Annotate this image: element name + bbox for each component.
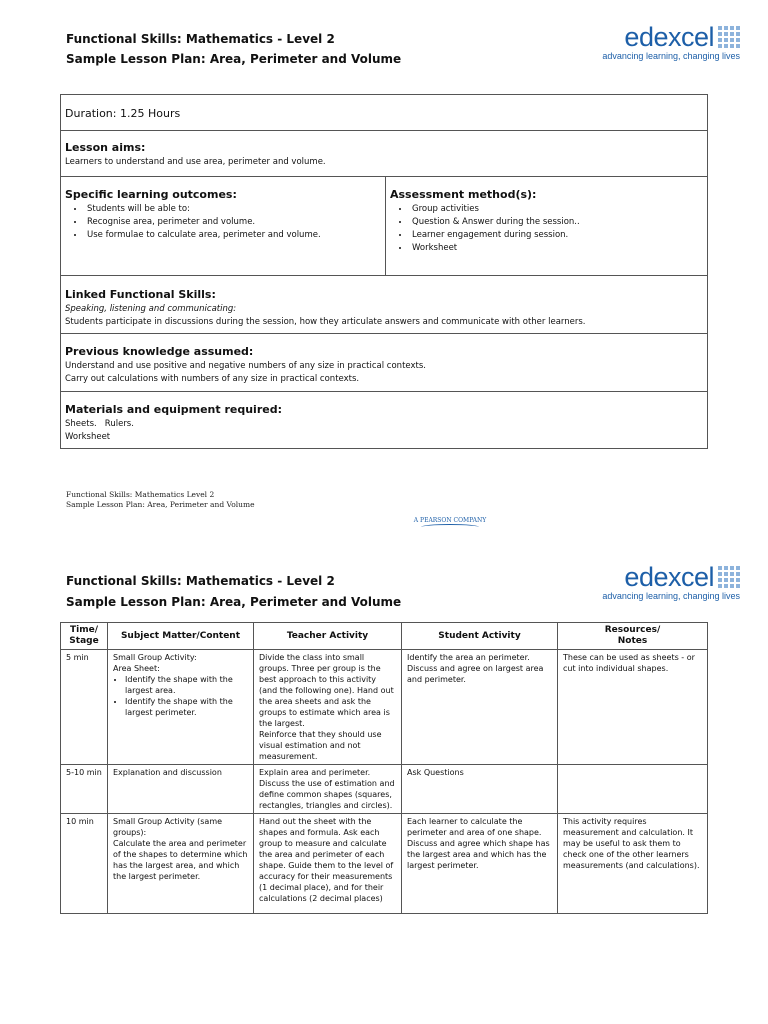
row-time: 10 min bbox=[61, 814, 108, 914]
assessment-item: • Question & Answer during the session.. bbox=[410, 216, 703, 229]
row-teacher: Explain area and perimeter. Discuss the use of estimation and define common shapes (squares, rectangles, triangles and circles). bbox=[254, 765, 402, 814]
previous-knowledge-line-2: Carry out calculations with numbers of any size in practical contexts. bbox=[65, 374, 360, 384]
duration: Duration: 1.25 Hours bbox=[65, 107, 181, 120]
header-time-line-2: Stage bbox=[69, 636, 99, 646]
linked-skills-label: Linked Functional Skills: bbox=[65, 288, 216, 301]
row-teacher: Hand out the sheet with the shapes and formula. Ask each group to measure and calculate the area and perimeter of each shape. Guide them to the level of accuracy for their measurements (1 decimal place), and for their calculations (2 decimal places) bbox=[254, 814, 402, 914]
materials-line-2: Worksheet bbox=[65, 432, 111, 442]
table-row bbox=[61, 814, 708, 914]
row-teacher bbox=[254, 650, 402, 765]
outcomes-assessment-row bbox=[61, 177, 707, 276]
table-row bbox=[61, 765, 708, 814]
lesson-activity-table bbox=[60, 622, 708, 914]
header-teacher: Teacher Activity bbox=[254, 623, 402, 650]
edexcel-logo bbox=[560, 564, 740, 602]
logo-tagline: advancing learning, changing lives bbox=[602, 51, 740, 61]
materials-label: Materials and equipment required: bbox=[65, 403, 282, 416]
row-subject-bullet: • Identify the shape with the largest area. bbox=[125, 674, 248, 696]
materials-line-1: Sheets. Rulers. bbox=[65, 419, 134, 429]
pearson-text: A PEARSON COMPANY bbox=[413, 517, 487, 524]
row-subject-line-1: Small Group Activity: bbox=[113, 653, 197, 662]
pearson-mark bbox=[410, 517, 490, 530]
row-subject-line-2: Calculate the area and perimeter of the shapes to determine which has the largest area, and which the largest perimeter. bbox=[113, 839, 248, 881]
logo-tagline: advancing learning, changing lives bbox=[602, 591, 740, 601]
outcomes-label: Specific learning outcomes: bbox=[65, 188, 237, 201]
footer-line-2: Sample Lesson Plan: Area, Perimeter and Volume bbox=[66, 500, 255, 509]
linked-skills-italic bbox=[65, 303, 703, 316]
table-header-row bbox=[61, 623, 708, 650]
header-resources-line-2: Notes bbox=[617, 636, 648, 646]
logo-word: edexcel bbox=[624, 562, 714, 592]
materials-row bbox=[61, 392, 707, 448]
outcome-item: • Recognise area, perimeter and volume. bbox=[85, 216, 381, 229]
logo-word: edexcel bbox=[624, 22, 714, 52]
row-subject: Explanation and discussion bbox=[108, 765, 254, 814]
page-1-footer bbox=[66, 490, 255, 510]
aims-row bbox=[61, 131, 707, 177]
row-subject-line-1: Small Group Activity (same groups): bbox=[113, 817, 223, 837]
row-subject-bullet: • Identify the shape with the largest perimeter. bbox=[125, 696, 248, 718]
outcome-item: • Students will be able to: bbox=[85, 203, 381, 216]
row-teacher-para-1: Divide the class into small groups. Three per group is the best approach to this activity (and the following one). Hand out the area sheets and ask the groups to estimate which area is the largest. bbox=[259, 653, 394, 728]
footer-line-1: Functional Skills: Mathematics Level 2 bbox=[66, 490, 215, 499]
assessment-item: • Learner engagement during session. bbox=[410, 229, 703, 242]
row-teacher-para-2: Reinforce that they should use visual estimation and not measurement. bbox=[259, 730, 382, 761]
table-row bbox=[61, 650, 708, 765]
row-resources bbox=[558, 765, 708, 814]
previous-knowledge-label: Previous knowledge assumed: bbox=[65, 345, 254, 358]
page-2-title-line-2: Sample Lesson Plan: Area, Perimeter and Volume bbox=[66, 595, 402, 609]
linked-skills-italic-text: Speaking, listening and communicating: bbox=[65, 304, 237, 314]
logo-dots-icon bbox=[718, 26, 740, 48]
pearson-swoosh-icon bbox=[421, 524, 479, 530]
row-subject bbox=[108, 814, 254, 914]
header-student: Student Activity bbox=[402, 623, 558, 650]
assessment-list bbox=[390, 203, 703, 255]
header-resources bbox=[558, 623, 708, 650]
assessment-label: Assessment method(s): bbox=[390, 188, 537, 201]
row-student: Identify the area an perimeter. Discuss and agree on largest area and perimeter. bbox=[402, 650, 558, 765]
header-time-line-1: Time/ bbox=[70, 625, 98, 635]
edexcel-logo bbox=[560, 24, 740, 62]
linked-skills-row bbox=[61, 276, 707, 334]
row-subject bbox=[108, 650, 254, 765]
linked-skills-text: Students participate in discussions during the session, how they articulate answers and communicate with other learners. bbox=[65, 317, 586, 327]
previous-knowledge-row bbox=[61, 334, 707, 392]
outcomes-cell bbox=[61, 177, 386, 275]
page-1-title-line-2: Sample Lesson Plan: Area, Perimeter and Volume bbox=[66, 52, 402, 66]
page-1-title-line-1: Functional Skills: Mathematics - Level 2 bbox=[66, 32, 335, 46]
page-2-title-line-1: Functional Skills: Mathematics - Level 2 bbox=[66, 574, 335, 588]
row-subject-list bbox=[113, 674, 248, 718]
header-subject: Subject Matter/Content bbox=[108, 623, 254, 650]
row-time: 5 min bbox=[61, 650, 108, 765]
duration-row bbox=[61, 95, 707, 131]
aims-label: Lesson aims: bbox=[65, 141, 146, 154]
row-time: 5-10 min bbox=[61, 765, 108, 814]
previous-knowledge-line-1: Understand and use positive and negative numbers of any size in practical contexts. bbox=[65, 361, 426, 371]
row-resources: These can be used as sheets - or cut into individual shapes. bbox=[558, 650, 708, 765]
assessment-item: • Worksheet bbox=[410, 242, 703, 255]
header-resources-line-1: Resources/ bbox=[604, 625, 661, 635]
row-student: Each learner to calculate the perimeter and area of one shape. Discuss and agree which shape has the largest area and which has the largest perimeter. bbox=[402, 814, 558, 914]
row-subject-line-2: Area Sheet: bbox=[113, 664, 160, 673]
header-time bbox=[61, 623, 108, 650]
outcomes-list bbox=[65, 203, 381, 242]
aims-text: Learners to understand and use area, perimeter and volume. bbox=[65, 157, 326, 167]
assessment-item: • Group activities bbox=[410, 203, 703, 216]
logo-dots-icon bbox=[718, 566, 740, 588]
row-resources: This activity requires measurement and calculation. It may be useful to ask them to check one of the other learners measurements (and calculations). bbox=[558, 814, 708, 914]
assessment-cell bbox=[386, 177, 707, 275]
outcome-item: • Use formulae to calculate area, perimeter and volume. bbox=[85, 229, 381, 242]
lesson-plan-box bbox=[60, 94, 708, 449]
row-student: Ask Questions bbox=[402, 765, 558, 814]
